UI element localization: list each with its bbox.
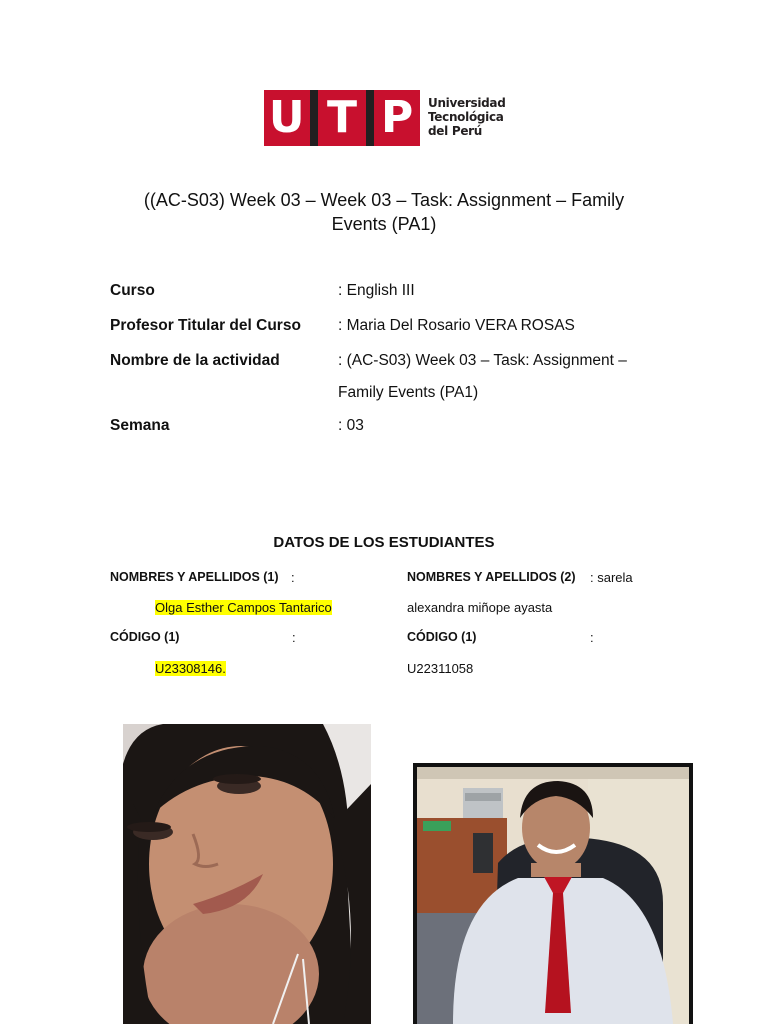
logo-text-line: Universidad (428, 96, 506, 110)
student2-code-label: CÓDIGO (1) (407, 630, 477, 644)
student2-code-colon: : (590, 630, 594, 645)
student1-photo-drawing (123, 724, 371, 1024)
document-title (100, 188, 668, 236)
logo-separator (310, 90, 318, 146)
curso-value: : English III (338, 282, 415, 299)
student1-photo (123, 724, 371, 1024)
student2-code-value: U22311058 (407, 661, 474, 676)
actividad-value-line2: Family Events (PA1) (338, 384, 479, 401)
profesor-value: : Maria Del Rosario VERA ROSAS (338, 317, 575, 334)
logo-letter-t: T (326, 92, 357, 143)
student1-name-colon: : (291, 570, 295, 585)
profesor-label: Profesor Titular del Curso (110, 317, 301, 334)
semana-label: Semana (110, 417, 170, 434)
logo-separator (366, 90, 374, 146)
logo-letter-p: P (381, 92, 414, 143)
utp-logo-text (428, 96, 506, 138)
student2-photo-drawing (413, 763, 693, 1024)
student1-code-value: U23308146. (155, 661, 226, 676)
logo-text-line: del Perú (428, 124, 483, 138)
student2-name-value-part2: alexandra miñope ayasta (407, 600, 553, 615)
logo-letter-u: U (268, 92, 305, 143)
actividad-value-line1: : (AC-S03) Week 03 – Task: Assignment – (338, 352, 627, 369)
student2-photo (413, 763, 693, 1024)
title-line: Events (PA1) (331, 214, 437, 234)
student1-code-label: CÓDIGO (1) (110, 630, 180, 644)
logo-text-line: Tecnológica (428, 110, 504, 124)
students-heading: DATOS DE LOS ESTUDIANTES (273, 534, 495, 551)
student2-name-label: NOMBRES Y APELLIDOS (2) (407, 570, 576, 584)
student2-name-value-part1: : sarela (590, 570, 633, 585)
curso-label: Curso (110, 282, 155, 299)
student1-name-label: NOMBRES Y APELLIDOS (1) (110, 570, 279, 584)
student1-code-colon: : (292, 630, 296, 645)
title-line: ((AC-S03) Week 03 – Week 03 – Task: Assignment – Family (143, 190, 625, 210)
utp-logo-mark (264, 90, 420, 146)
student1-name-value: Olga Esther Campos Tantarico (155, 600, 332, 615)
actividad-label: Nombre de la actividad (110, 352, 280, 369)
semana-value: : 03 (338, 417, 364, 434)
